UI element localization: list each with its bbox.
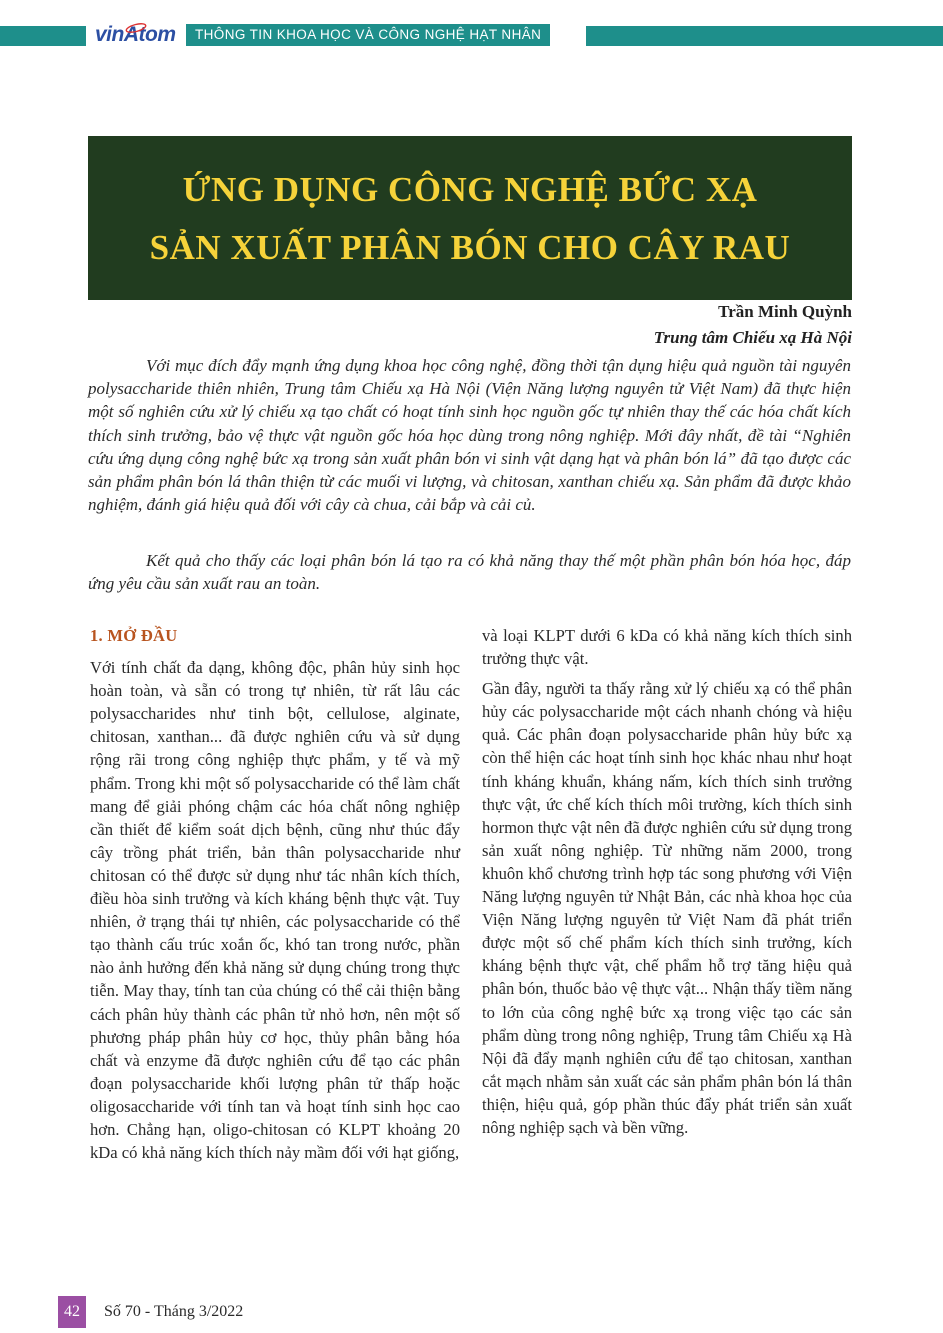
- author-affiliation: Trung tâm Chiếu xạ Hà Nội: [653, 328, 852, 347]
- abstract-paragraph-2: Kết quả cho thấy các loại phân bón lá tạo ra có khả năng thay thế một phần phân bón hóa học, đáp ứng yêu cầu sản xuất rau an toàn.: [88, 551, 851, 594]
- journal-section-label: THÔNG TIN KHOA HỌC VÀ CÔNG NGHỆ HẠT NHÂN: [186, 24, 550, 46]
- page-number: 42: [58, 1296, 86, 1328]
- title-box: [88, 136, 852, 300]
- section-heading: 1. MỞ ĐẦU: [90, 626, 178, 645]
- vinatom-logo: [95, 20, 176, 50]
- left-column: [90, 624, 460, 1164]
- article-title-line-1: ỨNG DỤNG CÔNG NGHỆ BỨC XẠ: [182, 170, 758, 209]
- body-paragraph: Với tính chất đa dạng, không độc, phân hủy sinh học hoàn toàn, và sẵn có trong tự nhiên, từ rất lâu các polysaccharides như tinh bột, cellulose, alginate, chitosan, xanthan... đã được nghiên cứu và sử dụng rộng rãi trong công nghiệp thực phẩm, y tế và mỹ phẩm. Trong khi một số polysaccharide có thể làm chất mang để giải phóng chậm các hóa chất nông nghiệp cần thiết để kiểm soát dịch bệnh, cũng như thúc đẩy cây trồng phát triển, bản thân polysaccharide như chitosan có thể được sử dụng như tác nhân kích thích, điều hòa sinh trưởng và kích kháng bệnh thực vật. Tuy nhiên, ở trạng thái tự nhiên, các polysaccharide có thể tạo thành cấu trúc xoắn ốc, khó tan trong nước, phần nào ảnh hưởng đến khả năng sử dụng chúng trong thực tiễn. May thay, tính tan của chúng có thể cải thiện bằng cách phân hủy thành các phân tử nhỏ hơn, nên một số phương pháp phân hủy cơ học, thủy phân bằng hóa chất và enzyme đã được nghiên cứu để tạo các phân đoạn polysaccharide khối lượng phân tử thấp hoặc oligosaccharide với tính tan và hoạt tính sinh học cao hơn. Chẳng hạn, oligo-chitosan có KLPT khoảng 20 kDa có khả năng kích thích nảy mầm đối với hạt giống,: [90, 658, 460, 1163]
- abstract-paragraph-1: Với mục đích đẩy mạnh ứng dụng khoa học công nghệ, đồng thời tận dụng hiệu quả nguồn tài nguyên polysaccharide thiên nhiên, Trung tâm Chiếu xạ Hà Nội (Viện Năng lượng nguyên tử Việt Nam) đã thực hiện một số nghiên cứu xử lý chiếu xạ tạo chất có hoạt tính sinh học nguồn gốc tự nhiên thay thế các hóa chất kích thích sinh trưởng, bảo vệ thực vật nguồn gốc hóa học dùng trong nông nghiệp. Mới đây nhất, đề tài “Nghiên cứu ứng dụng công nghệ bức xạ trong sản xuất phân bón vi sinh vật dạng hạt và phân bón lá” đã tạo được các sản phẩm phân bón lá thân thiện từ các muối vi lượng, và chitosan, xanthan chiếu xạ. Sản phẩm đã được khảo nghiệm, đánh giá hiệu quả đối với cây cà chua, cải bắp và cải củ.: [88, 356, 851, 515]
- body-paragraph: và loại KLPT dưới 6 kDa có khả năng kích thích sinh trưởng thực vật.: [482, 626, 852, 669]
- author-name: Trần Minh Quỳnh: [718, 302, 852, 321]
- logo-text-atom: Atom: [123, 23, 176, 46]
- atom-orbit-icon: [125, 22, 147, 34]
- right-column: [482, 624, 852, 1139]
- body-paragraph: Gần đây, người ta thấy rằng xử lý chiếu xạ có thể phân hủy các polysaccharide một cách nhanh chóng và hiệu quả. Các phân đoạn polysaccharide phân hủy bức xạ còn thể hiện các hoạt tính sinh học khác nhau như hoạt tính kháng khuẩn, kháng nấm, kích thích sinh trưởng thực vật, ức chế kích thích môi trường, kích thích sinh hormon thực vật nên đã được nghiên cứu sử dụng trong sản xuất nông nghiệp. Từ những năm 2000, trong khuôn khổ chương trình hợp tác song phương với Viện Năng lượng nguyên tử Nhật Bản, các nhà khoa học của Viện Năng lượng nguyên tử Việt Nam đã phát triển được một số chế phẩm kích thích sinh trưởng, kích kháng bệnh thực vật, chế phẩm hỗ trợ tăng hiệu quả phân bón, thuốc bảo vệ thực vật... Nhận thấy tiềm năng to lớn của công nghệ bức xạ trong việc tạo các sản phẩm dùng trong nông nghiệp, Trung tâm Chiếu xạ Hà Nội đã đẩy mạnh nghiên cứu để tạo chitosan, xanthan cắt mạch nhằm sản xuất các sản phẩm phân bón lá thân thiện, hiệu quả, góp phần thúc đẩy phát triển sản xuất nông nghiệp sạch và bền vững.: [482, 679, 852, 1137]
- article-title-line-2: SẢN XUẤT PHÂN BÓN CHO CÂY RAU: [149, 228, 791, 267]
- logo-text-vin: vin: [95, 23, 124, 46]
- issue-info: Số 70 - Tháng 3/2022: [104, 1303, 244, 1320]
